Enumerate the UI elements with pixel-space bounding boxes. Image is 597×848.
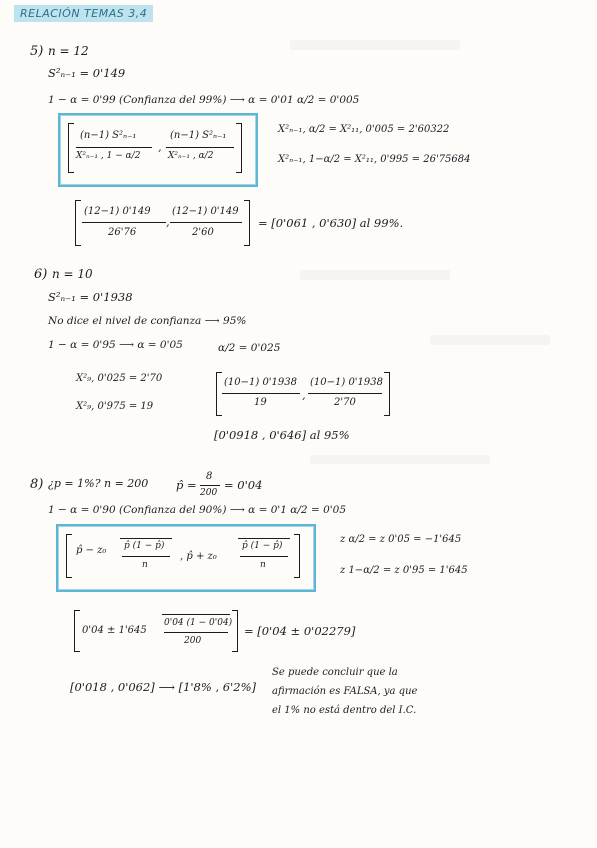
bleed-through-mark bbox=[430, 335, 550, 345]
problem-8-number: 8) bbox=[30, 477, 44, 492]
problem-8-interval: [0'018 , 0'062] ⟶ [1'8% , 6'2%] bbox=[70, 680, 256, 694]
sqrt-bar bbox=[120, 538, 172, 539]
sqrt-bar bbox=[238, 538, 290, 539]
problem-6-confidence: 1 − α = 0'95 ⟶ α = 0'05 bbox=[48, 339, 183, 351]
conclusion-line-2: afirmación es FALSA, ya que bbox=[272, 686, 418, 697]
problem-6-chi-1: X²₉, 0'025 = 2'70 bbox=[76, 373, 163, 384]
fraction-bar bbox=[200, 485, 220, 486]
bracket-left bbox=[68, 123, 74, 173]
problem-8-phat-value: = 0'04 bbox=[224, 478, 263, 492]
formula-left: p̂ − z₀ bbox=[76, 545, 107, 556]
p8-calc-result: = [0'04 ± 0'02279] bbox=[244, 624, 356, 638]
z-value-1: z α/2 = z 0'05 = −1'645 bbox=[340, 534, 462, 545]
p8-calc-num: 0'04 (1 − 0'04) bbox=[164, 618, 233, 628]
fraction-bar bbox=[76, 147, 152, 148]
formula-frac-den: n bbox=[142, 560, 148, 570]
calc-comma: , bbox=[302, 388, 306, 402]
bleed-through-mark bbox=[290, 40, 460, 50]
bracket-left bbox=[75, 200, 81, 246]
p6-calc-den-2: 2'70 bbox=[334, 397, 356, 408]
formula-frac-num-2: p̂ (1 − p̂) bbox=[242, 541, 283, 551]
sqrt-bar bbox=[162, 614, 230, 615]
bleed-through-mark bbox=[300, 270, 450, 280]
problem-8-question: ¿p = 1%? n = 200 bbox=[48, 477, 149, 490]
chi-square-value-1: X²ₙ₋₁, α/2 = X²₁₁, 0'005 = 2'60322 bbox=[278, 124, 450, 135]
fraction-bar bbox=[164, 632, 228, 633]
formula-num-1: (n−1) S²ₙ₋₁ bbox=[80, 130, 137, 141]
problem-6-note: No dice el nivel de confianza ⟶ 95% bbox=[48, 315, 247, 327]
formula-frac-num: p̂ (1 − p̂) bbox=[124, 541, 165, 551]
problem-6-result: [0'0918 , 0'646] al 95% bbox=[214, 428, 350, 442]
calc-den-1: 26'76 bbox=[108, 227, 137, 238]
z-value-2: z 1−α/2 = z 0'95 = 1'645 bbox=[340, 565, 468, 576]
fraction-bar bbox=[222, 393, 300, 394]
fraction-bar bbox=[170, 222, 242, 223]
formula-frac-den-2: n bbox=[260, 560, 266, 570]
fraction-bar bbox=[240, 556, 288, 557]
problem-6-half-alpha: α/2 = 0'025 bbox=[218, 342, 281, 354]
formula-num-2: (n−1) S²ₙ₋₁ bbox=[170, 130, 227, 141]
p8-calc-den: 200 bbox=[184, 636, 202, 646]
conclusion-line-1: Se puede concluir que la bbox=[272, 667, 398, 678]
p6-calc-den-1: 19 bbox=[254, 397, 267, 408]
calc-comma: , bbox=[166, 215, 170, 229]
problem-5-confidence: 1 − α = 0'99 (Confianza del 99%) ⟶ α = 0'01 α/2 = 0'005 bbox=[48, 94, 360, 106]
fraction-bar bbox=[308, 393, 382, 394]
bracket-right bbox=[384, 372, 390, 416]
problem-8-phat: p̂ = bbox=[176, 478, 197, 492]
bracket-right bbox=[236, 123, 242, 173]
bracket-right bbox=[244, 200, 250, 246]
bracket-left bbox=[66, 534, 72, 578]
problem-8-phat-num: 8 bbox=[206, 471, 213, 482]
fraction-bar bbox=[166, 147, 234, 148]
problem-6-n: n = 10 bbox=[52, 267, 93, 281]
bracket-left bbox=[74, 610, 80, 652]
problem-5-n: n = 12 bbox=[48, 44, 89, 58]
formula-mid: , p̂ + z₀ bbox=[180, 551, 217, 562]
problem-5-number: 5) bbox=[30, 44, 44, 59]
problem-8-phat-den: 200 bbox=[200, 488, 218, 498]
problem-6-variance: S²ₙ₋₁ = 0'1938 bbox=[48, 290, 133, 304]
fraction-bar bbox=[82, 222, 166, 223]
formula-den-1: X²ₙ₋₁ , 1 − α/2 bbox=[76, 151, 141, 161]
formula-comma: , bbox=[158, 140, 162, 154]
problem-8-confidence: 1 − α = 0'90 (Confianza del 90%) ⟶ α = 0'1 α/2 = 0'05 bbox=[48, 504, 347, 516]
calc-den-2: 2'60 bbox=[192, 227, 214, 238]
problem-5-result: = [0'061 , 0'630] al 99%. bbox=[258, 216, 404, 230]
problem-6-chi-2: X²₉, 0'975 = 19 bbox=[76, 401, 154, 412]
page-title: RELACIÓN TEMAS 3,4 bbox=[14, 5, 153, 22]
p6-calc-num-2: (10−1) 0'1938 bbox=[310, 377, 384, 388]
problem-5-variance: S²ₙ₋₁ = 0'149 bbox=[48, 66, 126, 80]
fraction-bar bbox=[122, 556, 170, 557]
problem-6-number: 6) bbox=[34, 267, 48, 282]
bleed-through-mark bbox=[310, 455, 490, 464]
bracket-left bbox=[216, 372, 222, 416]
calc-num-1: (12−1) 0'149 bbox=[84, 206, 151, 217]
conclusion-line-3: el 1% no está dentro del I.C. bbox=[272, 705, 417, 716]
calc-num-2: (12−1) 0'149 bbox=[172, 206, 239, 217]
bracket-right bbox=[294, 534, 300, 578]
bracket-right bbox=[232, 610, 238, 652]
formula-den-2: X²ₙ₋₁ , α/2 bbox=[168, 151, 214, 161]
p6-calc-num-1: (10−1) 0'1938 bbox=[224, 377, 298, 388]
p8-calc-left: 0'04 ± 1'645 bbox=[82, 625, 147, 636]
chi-square-value-2: X²ₙ₋₁, 1−α/2 = X²₁₁, 0'995 = 26'75684 bbox=[278, 154, 471, 165]
